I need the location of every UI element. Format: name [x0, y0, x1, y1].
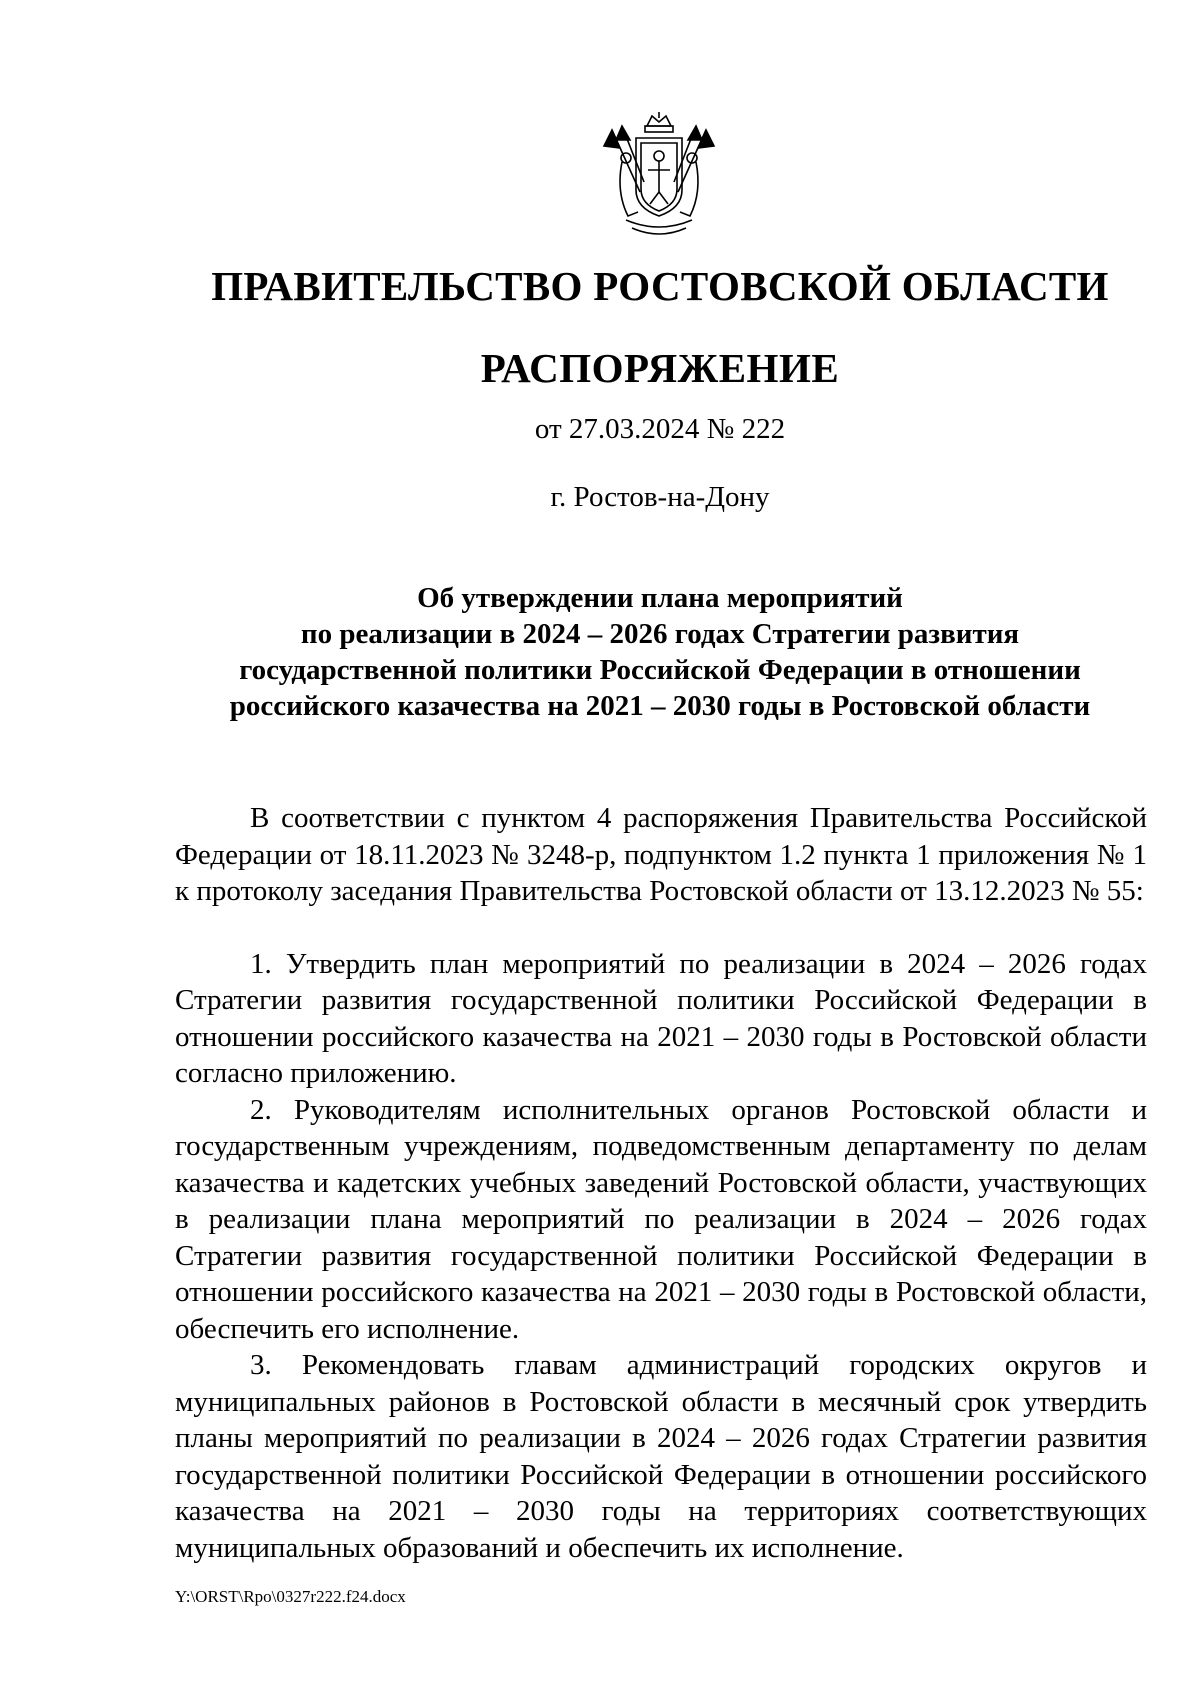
subject-line: государственной политики Российской Федерации в отношении — [239, 654, 1081, 686]
subject-line: по реализации в 2024 – 2026 годах Стратегии развития — [300, 618, 1020, 650]
organization-title: ПРАВИТЕЛЬСТВО РОСТОВСКОЙ ОБЛАСТИ — [211, 263, 1109, 309]
coat-of-arms-icon — [600, 112, 718, 242]
document-type: РАСПОРЯЖЕНИЕ — [480, 345, 840, 391]
subject-line: Об утверждении плана мероприятий — [417, 582, 903, 614]
item-1: 1. Утвердить план мероприятий по реализации в 2024 – 2026 годах Стратегии развития государственной политики Российской Федерации в отношении российского казачества на 2021 – 2030 годы в Ростовской области согласно приложению. — [175, 947, 1147, 1089]
item-2: 2. Руководителям исполнительных органов Ростовской области и государственным учреждениям, подведомственным департаменту по делам казачества и кадетских учебных заведений Ростовской области, участвующих в реализации плана мероприятий по реализации в 2024 – 2026 годах Стратегии развития государственной политики Российской Федерации в отношении российского казачества на 2021 – 2030 годы в Ростовской области, обеспечить его исполнение. — [175, 1093, 1147, 1345]
city: г. Ростов-на-Дону — [550, 481, 770, 513]
file-path-footer: Y:\ORST\Rpo\0327r222.f24.docx — [175, 1587, 406, 1606]
item-3: 3. Рекомендовать главам администраций городских округов и муниципальных районов в Ростовской области в месячный срок утвердить планы мероприятий по реализации в 2024 – 2026 годах Стратегии развития государственной политики Российской Федерации в отношении российского казачества на 2021 – 2030 годы на территориях соответствующих муниципальных образований и обеспечить их исполнение. — [175, 1349, 1147, 1564]
document-body — [175, 800, 1147, 1566]
preamble: В соответствии с пунктом 4 распоряжения Правительства Российской Федерации от 18.11.2023 № 3248-р, подпунктом 1.2 пункта 1 приложения № 1 к протоколу заседания Правительства Ростовской области от 13.12.2023 № 55: — [175, 802, 1147, 907]
document-subject — [170, 580, 1150, 724]
date-number: от 27.03.2024 № 222 — [534, 413, 786, 445]
subject-line: российского казачества на 2021 – 2030 годы в Ростовской области — [229, 690, 1091, 722]
